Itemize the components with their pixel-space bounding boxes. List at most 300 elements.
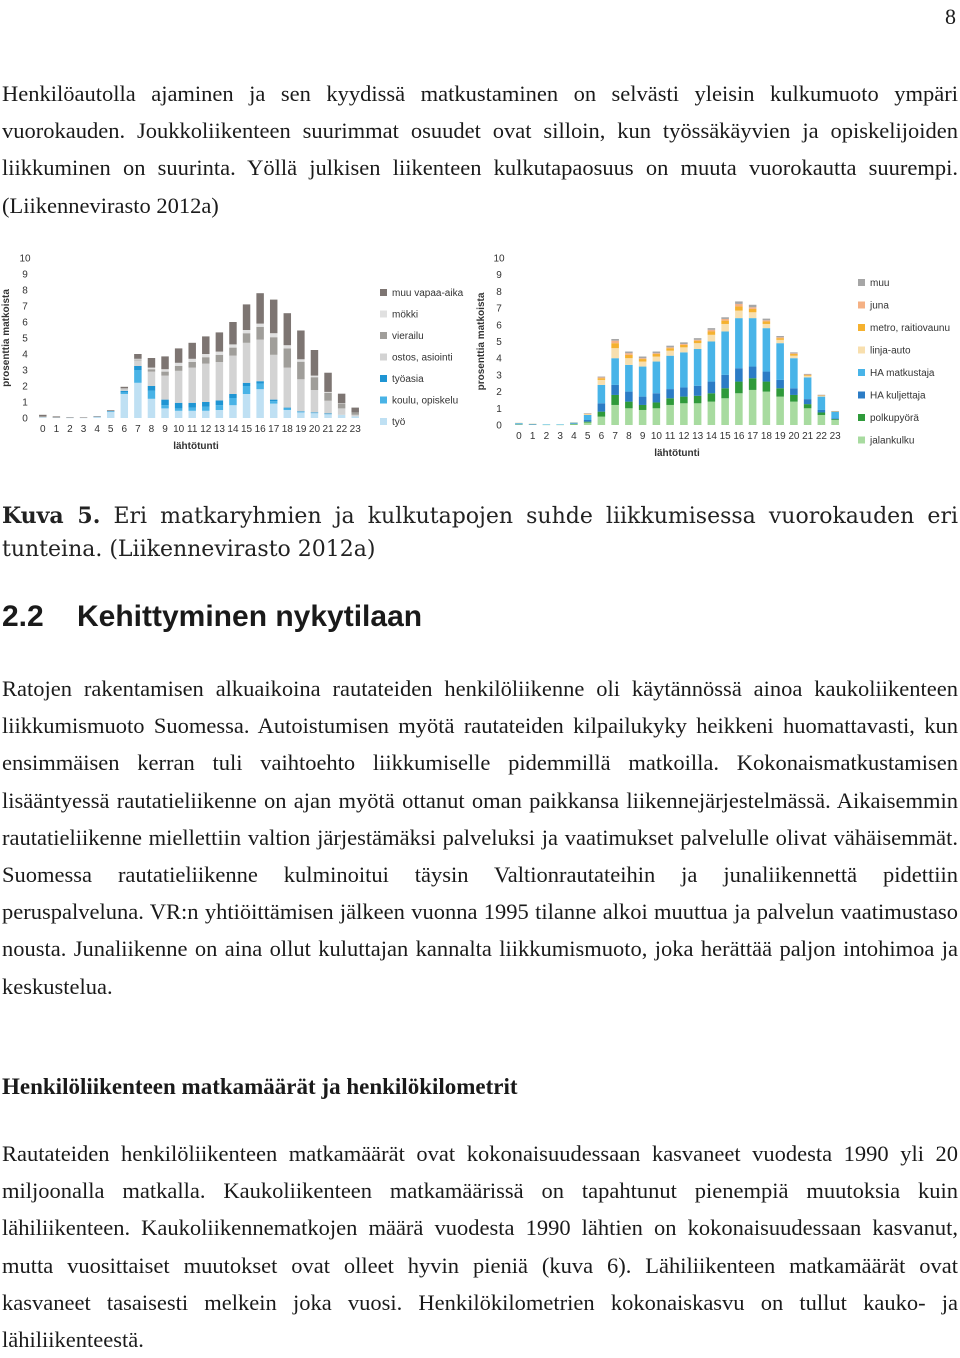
figure-caption [2, 500, 958, 566]
intro-paragraph: Henkilöautolla ajaminen ja sen kyydissä matkustaminen on selvästi yleisin kulkumuoto ympäri vuorokauden. Joukkoliikenteen suurimmat osuudet ovat silloin, kun työssäkäyvien ja opiskelijoiden liikkuminen on suurinta. Yöllä julkisen liikenteen kulkutapaosuus on muuta vuorokautta suurempi. (Liikennevirasto 2012a) [2, 81, 958, 218]
x-tick-label: 20 [788, 431, 800, 442]
figure-charts [0, 248, 960, 470]
bar-segment [611, 348, 619, 358]
bar-segment [763, 382, 771, 392]
x-tick-label: 18 [281, 424, 293, 435]
x-tick-label: 5 [107, 424, 114, 435]
bar-segment [653, 362, 661, 394]
bar-segment [735, 393, 743, 425]
x-tick-label: 19 [774, 431, 786, 442]
bar-segment [735, 382, 743, 394]
bar-segment [653, 354, 661, 357]
bar-segment [708, 328, 716, 330]
bar-segment [708, 330, 716, 332]
bar-segment [749, 390, 757, 425]
bar-segment [284, 313, 291, 345]
bar-segment [625, 392, 633, 402]
bar-segment [148, 399, 155, 418]
bar-segment [188, 368, 195, 403]
bar-segment [202, 336, 209, 354]
bar-segment [639, 397, 647, 405]
y-tick-label: 1 [496, 403, 502, 415]
x-tick-label: 6 [121, 424, 128, 435]
x-tick-label: 23 [349, 424, 361, 435]
bar-segment [639, 359, 647, 362]
bar-segment [39, 417, 46, 418]
bar-segment [721, 319, 729, 321]
bar-segment [256, 293, 263, 323]
bar-segment [570, 424, 578, 425]
bar-segment [351, 408, 358, 413]
y-tick-label: 7 [22, 301, 28, 313]
bar-segment [790, 395, 798, 402]
bar-segment [639, 358, 647, 359]
bar-segment [243, 333, 250, 343]
legend-label: metro, raitiovaunu [870, 323, 951, 334]
bar-segment [639, 357, 647, 359]
y-tick-label: 0 [496, 420, 502, 432]
x-tick-label: 16 [254, 424, 266, 435]
legend-label: mökki [392, 309, 419, 321]
bar-segment [763, 328, 771, 371]
bar-segment [680, 344, 688, 345]
bar-segment [584, 415, 592, 420]
bar-segment [270, 400, 277, 402]
bar-segment [175, 371, 182, 403]
bar-segment [161, 369, 168, 371]
bar-segment [776, 337, 784, 338]
legend-label: muu [870, 278, 890, 289]
y-tick-label: 6 [22, 317, 28, 329]
bar-segment [175, 408, 182, 410]
y-tick-label: 0 [22, 413, 28, 425]
bar-segment [229, 344, 236, 347]
bar-segment [188, 408, 195, 411]
bar-segment [351, 415, 358, 417]
bar-segment [763, 320, 771, 321]
x-tick-label: 15 [240, 424, 253, 435]
legend-swatch [858, 324, 865, 331]
bar-segment [625, 365, 633, 392]
bar-segment [175, 366, 182, 371]
bar-segment [256, 340, 263, 382]
legend-swatch [858, 414, 865, 421]
x-tick-label: 6 [598, 431, 605, 442]
bar-segment [543, 424, 551, 425]
bar-segment [53, 417, 60, 418]
bar-segment [529, 424, 537, 425]
subsection-heading: Henkilöliikenteen matkamäärät ja henkilökilometrit [2, 1074, 518, 1099]
legend-label: polkupyörä [870, 413, 919, 424]
legend-swatch [380, 289, 387, 296]
bar-segment [297, 379, 304, 411]
bar-segment [694, 340, 702, 341]
y-tick-label: 8 [22, 285, 28, 297]
bar-segment [134, 360, 141, 366]
x-tick-label: 0 [516, 431, 522, 442]
bar-segment [763, 372, 771, 382]
bar-segment [53, 416, 60, 417]
x-tick-label: 1 [529, 431, 536, 442]
y-tick-label: 9 [22, 269, 28, 281]
bar-segment [529, 424, 537, 425]
bar-segment [598, 403, 606, 411]
subsection-paragraph: Rautateiden henkilöliikenteen matkamäärät ovat kokonaisuudessaan kasvaneet vuodesta 1990 yli 20 miljoonalla matkalla. Kaukoliikenteen matkamäärissä on tapahtunut pienempiä muutoksia kuin lähiliikenteen. Kaukoliikennematkojen määrä vuodesta 1990 lähtien on kokonaisuudessaan kasvanut, mutta vuosittaiset muutokset ovat olleet hyvin pieniä (kuva 6). Lähiliikenteen matkamäärät ovat kasvaneet tasaisesti melkein joka vuosi. Henkilökilometrien kokonaiskasvu on tullut kauko- ja lähiliikenteestä. [2, 1141, 958, 1353]
bar-segment [188, 359, 195, 362]
bar-segment [324, 373, 331, 392]
legend-label: juna [870, 300, 889, 312]
bar-segment [611, 343, 619, 348]
bar-segment [256, 389, 263, 418]
legend-swatch [380, 332, 387, 339]
bar-segment [338, 404, 345, 409]
bar-segment [735, 311, 743, 319]
bar-segment [121, 389, 128, 391]
bar-segment [134, 366, 141, 370]
page-number: 8 [945, 4, 956, 29]
bar-segment [680, 347, 688, 352]
bar-segment [311, 413, 318, 418]
bar-segment [598, 412, 606, 417]
bar-segment [625, 358, 633, 365]
bar-segment [161, 408, 168, 418]
bar-segment [297, 411, 304, 412]
legend-swatch [380, 375, 387, 382]
bar-segment [666, 346, 674, 348]
x-tick-label: 13 [692, 431, 704, 442]
y-tick-label: 3 [496, 370, 502, 382]
bar-segment [666, 347, 674, 348]
bar-segment [570, 423, 578, 424]
y-tick-label: 5 [22, 333, 28, 345]
bar-segment [735, 301, 743, 304]
bar-segment [270, 355, 277, 400]
bar-segment [270, 337, 277, 355]
bar-segment [653, 402, 661, 408]
bar-segment [749, 305, 757, 308]
x-tick-label: 22 [815, 431, 827, 442]
bar-segment [598, 380, 606, 385]
bar-segment [107, 411, 114, 412]
section-number: 2.2 [2, 600, 44, 633]
bar-segment [270, 300, 277, 334]
x-tick-label: 4 [571, 431, 577, 442]
bar-segment [229, 398, 236, 405]
bar-segment [121, 388, 128, 389]
bar-segment [804, 377, 812, 399]
bar-segment [584, 422, 592, 425]
bar-segment [680, 397, 688, 404]
bar-segment [202, 364, 209, 402]
bar-segment [107, 412, 114, 418]
bar-segment [351, 412, 358, 414]
bar-segment [749, 367, 757, 379]
bar-segment [297, 330, 304, 359]
bar-segment [188, 411, 195, 418]
x-tick-label: 19 [295, 424, 307, 435]
bar-segment [721, 375, 729, 388]
bar-segment [653, 352, 661, 354]
bar-segment [680, 352, 688, 387]
x-tick-label: 11 [664, 431, 676, 442]
bar-segment [776, 336, 784, 337]
bar-segment [790, 352, 798, 353]
bar-segment [324, 392, 331, 393]
bar-segment [666, 405, 674, 425]
bar-segment [763, 319, 771, 321]
bar-segment [107, 410, 114, 411]
bar-segment [694, 349, 702, 386]
bar-segment [584, 422, 592, 423]
bar-segment [666, 389, 674, 398]
y-tick-label: 5 [496, 337, 502, 348]
x-tick-label: 8 [148, 424, 155, 435]
legend-swatch [380, 354, 387, 361]
bar-segment [776, 338, 784, 340]
bar-segment [735, 304, 743, 307]
bar-segment [831, 411, 839, 412]
bar-segment [721, 388, 729, 398]
bar-segment [66, 417, 73, 418]
bar-segment [270, 401, 277, 403]
bar-segment [625, 352, 633, 354]
bar-segment [639, 410, 647, 425]
bar-segment [311, 376, 318, 378]
x-tick-label: 5 [584, 431, 591, 442]
legend-swatch [858, 347, 865, 354]
bar-segment [338, 415, 345, 418]
legend-label: HA matkustaja [870, 368, 935, 379]
bar-segment [666, 398, 674, 405]
y-tick-label: 9 [496, 270, 502, 282]
bar-segment [708, 382, 716, 394]
bar-segment [229, 322, 236, 344]
bar-segment [680, 403, 688, 425]
bar-segment [188, 403, 195, 408]
bar-segment [202, 411, 209, 418]
bar-segment [202, 407, 209, 411]
bar-segment [584, 420, 592, 422]
bar-segment [39, 415, 46, 417]
y-tick-label: 6 [496, 320, 502, 332]
bar-segment [694, 403, 702, 425]
bar-segment [721, 331, 729, 374]
section-paragraph: Ratojen rakentamisen alkuaikoina rautateiden henkilöliikenne oli käytännössä ainoa kaukoliikenteen liikkumismuoto Suomessa. Autoistumisen myötä rautateiden kilpailukyky heikkeni huomattavasti, kun ensimmäisen kerran tuli vaihtoehto liikkumiselle pidemmillä matkoilla. Kokonaismatkustamisen lisääntyessä rautatieliikenne on ajan myötä ottanut oman paikkansa liikennejärjestelmässä. Aikaisemmin rautatieliikenne miellettiin valtion järjestämäksi palveluksi ja vaatimukset palvelulle olivat vähäisemmät. Suomessa rautatieliikenne kulminoitui täysin Valtionrautateihin ja junaliikennettä pidettiin peruspalveluna. VR:n yhtiöittämisen jälkeen vuonna 1995 tilanne alkoi muuttua ja palvelun vaatimustaso nousta. Junaliikenne on aina ollut kuluttajan kannalta liikkumismuoto, joka herättää paljon intohimoa ja keskustelua. [2, 676, 958, 999]
x-tick-label: 2 [543, 431, 550, 442]
bar-segment [161, 372, 168, 376]
legend-label: HA kuljettaja [870, 390, 926, 402]
x-tick-label: 14 [705, 431, 717, 442]
bar-segment [611, 395, 619, 405]
bar-segment [763, 324, 771, 328]
bar-segment [134, 383, 141, 418]
bar-segment [148, 368, 155, 370]
bar-segment [763, 321, 771, 324]
bar-segment [653, 408, 661, 425]
bar-segment [216, 410, 223, 418]
bar-segment [831, 419, 839, 420]
bar-segment [121, 391, 128, 393]
bar-segment [148, 372, 155, 386]
x-tick-label: 15 [719, 431, 731, 442]
bar-segment [284, 345, 291, 348]
bar-segment [666, 356, 674, 389]
bar-segment [338, 403, 345, 404]
bar-segment [666, 348, 674, 351]
x-tick-label: 3 [80, 424, 87, 435]
y-tick-label: 2 [496, 387, 502, 399]
legend-swatch [380, 311, 387, 318]
bar-segment [639, 362, 647, 367]
bar-segment [625, 402, 633, 409]
y-tick-label: 10 [493, 253, 505, 265]
bar-segment [598, 385, 606, 403]
bar-segment [763, 392, 771, 425]
bar-segment [818, 395, 826, 396]
bar-segment [229, 348, 236, 356]
legend-swatch [858, 437, 865, 444]
x-tick-label: 18 [760, 431, 772, 442]
bar-segment [324, 414, 331, 418]
legend-label: muu vapaa-aika [392, 288, 464, 299]
x-tick-label: 22 [336, 424, 348, 435]
bar-segment [831, 420, 839, 425]
bar-segment [134, 370, 141, 383]
bar-segment [680, 387, 688, 396]
bar-segment [284, 408, 291, 409]
chart-travel-mode [476, 254, 950, 460]
bar-segment [818, 410, 826, 413]
x-tick-label: 20 [308, 424, 321, 435]
bar-segment [175, 403, 182, 409]
bar-segment [790, 388, 798, 395]
bar-segment [639, 405, 647, 410]
bar-segment [175, 411, 182, 418]
legend-label: linja-auto [870, 345, 911, 357]
bar-segment [625, 353, 633, 355]
bar-segment [625, 408, 633, 425]
bar-segment [818, 412, 826, 415]
legend-swatch [858, 369, 865, 376]
bar-segment [216, 400, 223, 405]
bar-segment [721, 317, 729, 319]
x-tick-label: 7 [612, 431, 618, 442]
bar-segment [311, 412, 318, 413]
y-tick-label: 10 [19, 253, 31, 265]
bar-segment [708, 331, 716, 334]
bar-segment [708, 342, 716, 382]
bar-segment [39, 416, 46, 417]
bar-segment [311, 350, 318, 376]
bar-segment [735, 368, 743, 381]
x-tick-label: 8 [626, 431, 632, 442]
x-tick-label: 12 [200, 424, 212, 435]
section-heading [2, 600, 422, 634]
bar-segment [831, 418, 839, 419]
bar-segment [202, 402, 209, 407]
bar-segment [324, 414, 331, 415]
bar-segment [161, 356, 168, 369]
bar-segment [556, 424, 564, 425]
bar-segment [804, 375, 812, 376]
bar-segment [694, 386, 702, 396]
bar-segment [570, 422, 578, 423]
bar-segment [66, 418, 73, 419]
bar-segment [284, 408, 291, 410]
x-tick-label: 17 [268, 424, 280, 435]
x-tick-label: 14 [227, 424, 239, 435]
bar-segment [216, 355, 223, 362]
bar-segment [256, 324, 263, 327]
bar-segment [680, 342, 688, 344]
x-tick-label: 11 [187, 424, 198, 435]
bar-segment [515, 423, 523, 424]
bar-segment [749, 378, 757, 390]
bar-segment [804, 374, 812, 375]
bar-segment [790, 356, 798, 359]
bar-segment [611, 405, 619, 425]
bar-segment [243, 394, 250, 418]
bar-segment [776, 340, 784, 343]
bar-segment [311, 377, 318, 390]
bar-segment [776, 380, 784, 388]
bar-segment [749, 309, 757, 312]
x-tick-label: 21 [322, 424, 334, 435]
bar-segment [611, 385, 619, 395]
x-axis-label: lähtötunti [173, 441, 219, 452]
bar-segment [175, 363, 182, 366]
bar-segment [284, 368, 291, 408]
bar-segment [515, 424, 523, 425]
x-tick-label: 9 [639, 431, 646, 442]
bar-segment [80, 417, 87, 418]
bar-segment [93, 416, 100, 417]
bar-segment [202, 354, 209, 357]
bar-segment [121, 392, 128, 394]
bar-segment [297, 362, 304, 380]
bar-segment [708, 402, 716, 425]
x-tick-label: 10 [173, 424, 185, 435]
y-tick-label: 3 [22, 365, 28, 377]
legend-swatch [380, 397, 387, 404]
legend-label: ostos, asiointi [392, 352, 453, 364]
bar-segment [229, 356, 236, 394]
x-tick-label: 16 [733, 431, 745, 442]
bar-segment [216, 352, 223, 355]
figure-caption-text: Eri matkaryhmien ja kulkutapojen suhde liikkumisessa vuorokauden eri tunteina. (Liikennevirasto 2012a) [2, 504, 959, 562]
bar-segment [598, 377, 606, 378]
bar-segment [93, 416, 100, 418]
bar-segment [297, 412, 304, 418]
bar-segment [188, 343, 195, 359]
bar-segment [121, 387, 128, 389]
bar-segment [749, 307, 757, 309]
bar-segment [790, 358, 798, 388]
bar-segment [735, 306, 743, 310]
legend-swatch [858, 392, 865, 399]
bar-segment [735, 318, 743, 368]
bar-segment [598, 377, 606, 378]
bar-segment [338, 394, 345, 404]
y-tick-label: 4 [496, 353, 502, 365]
bar-segment [680, 345, 688, 348]
bar-segment [134, 359, 141, 360]
bar-segment [653, 353, 661, 354]
bar-segment [175, 348, 182, 362]
x-tick-label: 3 [557, 431, 563, 442]
bar-segment [134, 354, 141, 359]
bar-segment [611, 339, 619, 341]
